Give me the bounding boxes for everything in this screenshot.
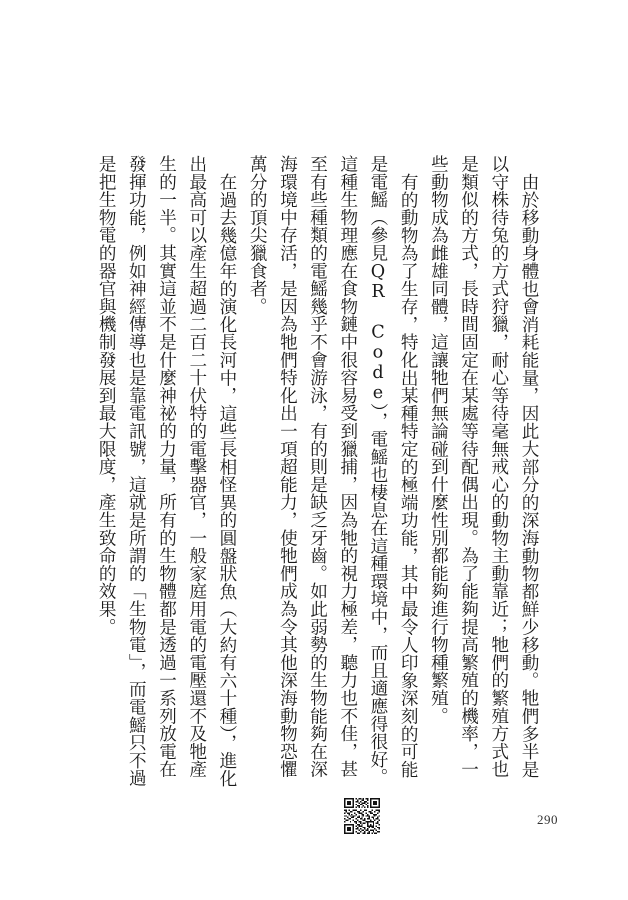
qr-code-icon[interactable] [344,798,380,834]
body-text [91,155,544,795]
page-number: 290 [537,812,558,827]
paragraph-2: 有的動物為了生存，特化出某種特定的極端功能，其中最令人印象深刻的可能是電鰩（參見QR Code），電鰩也棲息在這種環境中，而且適應得很好。這種生物理應在食物鏈中很容易受到獵捕，因為牠的視力極差，聽力也不佳，甚至有些種類的電鰩幾乎不會游泳，有的則是缺乏牙齒。如此弱勢的生物能夠在深海環境中存活，是因為牠們特化出一項超能力，使牠們成為令其他深海動物恐懼萬分的頂尖獵食者。 [247,155,419,786]
paragraph-3: 在過去幾億年的演化長河中，這些長相怪異的圓盤狀魚（大約有六十種），進化出最高可以產生超過二百二十伏特的電擊器官，一般家庭用電的電壓還不及牠產生的一半。其實這並不是什麼神祕的力量，所有的生物體都是透過一系列放電在發揮功能，例如神經傳導也是靠電訊號，這就是所謂的「生物電」，而電鰩只不過是把生物電的器官與機制發展到最大限度，產生致命的效果。 [96,155,237,787]
paragraph-1: 由於移動身體也會消耗能量，因此大部分的深海動物都鮮少移動。牠們多半是以守株待兔的方式狩獵，耐心等待毫無戒心的動物主動靠近；牠們的繁殖方式也是類似的方式，長時間固定在某處等待配偶出現。為了能夠提高繁殖的機率，一些動物成為雌雄同體，這讓牠們無論碰到什麼性別都能夠進行物種繁殖。 [428,155,539,778]
